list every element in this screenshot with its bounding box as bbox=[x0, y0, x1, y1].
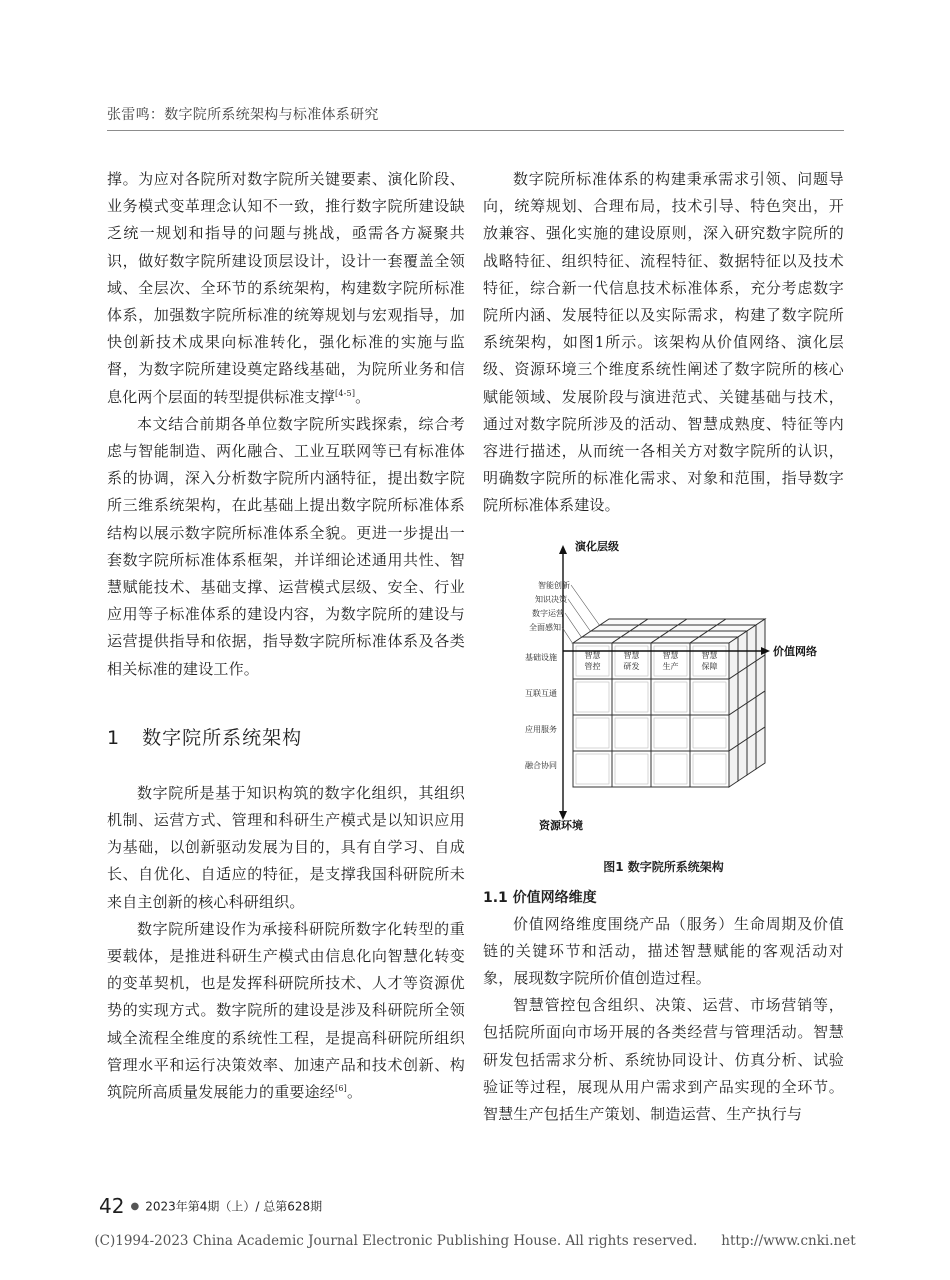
cube-front-face bbox=[612, 715, 651, 751]
cube-front-face bbox=[690, 751, 729, 787]
cube-side-face bbox=[729, 709, 738, 751]
cube-front-face bbox=[651, 751, 690, 787]
cube-front-face bbox=[651, 643, 690, 679]
copyright-line bbox=[0, 1233, 950, 1249]
resource-level-label: 基础设施 bbox=[525, 652, 557, 662]
running-head: 张雷鸣：数字院所系统架构与标准体系研究 bbox=[107, 104, 844, 131]
cube-diagram bbox=[483, 536, 844, 854]
cube-front-face bbox=[612, 643, 651, 679]
cube-front-face bbox=[612, 751, 651, 787]
cube-front-face bbox=[573, 643, 612, 679]
cube-front-face bbox=[690, 715, 729, 751]
cube-front-face bbox=[690, 679, 729, 715]
evolution-level-label: 数字运营 bbox=[532, 608, 564, 618]
copyright-text: (C)1994-2023 China Academic Journal Electronic Publishing House. All rights reserved. bbox=[94, 1233, 698, 1249]
cube-side-face bbox=[747, 661, 756, 703]
value-item-label: 智慧 bbox=[701, 650, 718, 660]
value-item-label: 保障 bbox=[701, 661, 718, 671]
evolution-level-label: 智能创新 bbox=[538, 580, 570, 590]
paragraph: 价值网络维度围绕产品（服务）生命周期及价值链的关键环节和活动，描述智慧赋能的客观活动对象，展现数字院所价值创造过程。 bbox=[483, 914, 844, 988]
cube-side-face bbox=[729, 637, 738, 679]
page-footer bbox=[99, 1194, 322, 1218]
resource-level-label: 融合协同 bbox=[525, 760, 557, 770]
citation: [4-5] bbox=[335, 388, 356, 398]
left-column bbox=[107, 166, 465, 1106]
cube-front-face bbox=[651, 679, 690, 715]
right-column bbox=[483, 166, 844, 1128]
evolution-level-label: 全面感知 bbox=[529, 622, 561, 632]
evolution-level-leader bbox=[568, 599, 591, 632]
cube-side-face bbox=[738, 703, 747, 745]
axis-title-resource: 资源环境 bbox=[539, 818, 583, 832]
resource-level-label: 应用服务 bbox=[525, 724, 557, 734]
section-heading bbox=[107, 723, 465, 750]
cube-side-face bbox=[756, 727, 765, 769]
subsection-heading: 1.1 价值网络维度 bbox=[483, 889, 597, 906]
cube-side-face bbox=[756, 655, 765, 697]
cube-side-face bbox=[738, 667, 747, 709]
cube-side-face bbox=[756, 691, 765, 733]
paragraph: 本文结合前期各单位数字院所实践探索，综合考虑与智能制造、两化融合、工业互联网等已有标准体系的协调，深入分析数字院所内涵特征，提出数字院所三维系统架构，在此基础上提出数字院所标准体系结构以展示数字院所标准体系全貌。更进一步提出一套数字院所标准体系框架，并详细论述通用共性、智慧赋能技术、基础支撑、运营模式层级、安全、行业应用等子标准体系的建设内容，为数字院所的建设与运营提供指导和依据，指导数字院所标准体系及各类相关标准的建设工作。 bbox=[107, 414, 465, 678]
punctuation: 。 bbox=[346, 1083, 363, 1102]
evolution-level-label: 知识决策 bbox=[535, 594, 567, 604]
value-item-label: 管控 bbox=[584, 661, 601, 671]
cube-side-face bbox=[747, 733, 756, 775]
axis-title-evolution: 演化层级 bbox=[575, 539, 619, 553]
cube-front-face bbox=[573, 715, 612, 751]
punctuation: 。 bbox=[355, 387, 371, 406]
cube-side-face bbox=[747, 625, 756, 667]
cube-side-face bbox=[729, 673, 738, 715]
paragraph-text: 撑。为应对各院所对数字院所关键要素、演化阶段、业务模式变革理念认知不一致，推行数字院所建设缺乏统一规划和指导的问题与挑战，亟需各方凝聚共识，做好数字院所建设顶层设计，设计一套覆盖全领域、全层次、全环节的系统架构，构建数字院所标准体系，加强数字院所标准的统筹规划与宏观指导，加快创新技术成果向标准转化，强化标准的实施与监督，为数字院所建设奠定路线基础，为院所业务和信息化两个层面的转型提供标准支撑 bbox=[107, 170, 465, 406]
paragraph: 智慧管控包含组织、决策、运营、市场营销等，包括院所面向市场开展的各类经营与管理活动。智慧研发包括需求分析、系统协同设计、仿真分析、试验验证等过程，展现从用户需求到产品实现的全环节。智慧生产包括生产策划、制造运营、生产执行与 bbox=[483, 996, 844, 1124]
paragraph bbox=[107, 166, 465, 411]
cube-side-face bbox=[729, 745, 738, 787]
bullet-icon: ● bbox=[130, 1200, 140, 1212]
cube-side-face bbox=[738, 739, 747, 781]
cube-front-face bbox=[690, 643, 729, 679]
cube-side-face bbox=[738, 631, 747, 673]
cnki-url: http://www.cnki.net bbox=[721, 1233, 856, 1249]
value-item-label: 智慧 bbox=[584, 650, 601, 660]
page-number: 42 bbox=[99, 1194, 125, 1218]
figure-system-architecture bbox=[483, 536, 844, 854]
paragraph bbox=[107, 916, 465, 1106]
value-item-label: 智慧 bbox=[662, 650, 679, 660]
section-number: 1 bbox=[107, 726, 121, 749]
cube-front-face bbox=[573, 751, 612, 787]
cube-front-face bbox=[573, 679, 612, 715]
cube-side-face bbox=[756, 619, 765, 661]
resource-level-label: 互联互通 bbox=[525, 688, 557, 698]
evolution-level-leader bbox=[571, 585, 600, 626]
value-item-label: 智慧 bbox=[623, 650, 640, 660]
paragraph: 数字院所标准体系的构建秉承需求引领、问题导向，统筹规划、合理布局，技术引导、特色突出，开放兼容、强化实施的建设原则，深入研究数字院所的战略特征、组织特征、流程特征、数据特征以及技术特征，综合新一代信息技术标准体系，充分考虑数字院所内涵、发展特征以及实际需求，构建了数字院所系统架构，如图1所示。该架构从价值网络、演化层级、资源环境三个维度系统性阐述了数字院所的核心赋能领域、发展阶段与演进范式、关键基础与技术，通过对数字院所涉及的活动、智慧成熟度、特征等内容进行描述，从而统一各相关方对数字院所的认识，明确数字院所的标准化需求、对象和范围，指导数字院所标准体系建设。 bbox=[483, 170, 844, 515]
cube-side-face bbox=[747, 697, 756, 739]
issue-info: 2023年第4期（上）/ 总第628期 bbox=[145, 1199, 323, 1214]
value-item-label: 研发 bbox=[623, 661, 640, 671]
axis-title-value: 价值网络 bbox=[773, 644, 817, 658]
section-title: 数字院所系统架构 bbox=[142, 726, 303, 749]
cube-front-face bbox=[612, 679, 651, 715]
evolution-level-leader bbox=[565, 613, 582, 638]
arrow-up-icon bbox=[559, 545, 567, 554]
cube-front-face bbox=[651, 715, 690, 751]
figure-caption: 图1 数字院所系统架构 bbox=[603, 859, 724, 874]
paragraph: 数字院所是基于知识构筑的数字化组织，其组织机制、运营方式、管理和科研生产模式是以知识应用为基础，以创新驱动发展为目的，具有自学习、自成长、自优化、自适应的特征，是支撑我国科研院所未来自主创新的核心科研组织。 bbox=[107, 783, 465, 911]
paragraph-text: 数字院所建设作为承接科研院所数字化转型的重要载体，是推进科研生产模式由信息化向智慧化转变的变革契机，也是发挥科研院所技术、人才等资源优势的实现方式。数字院所的建设是涉及科研院所全领域全流程全维度的系统性工程，是提高科研院所组织管理水平和运行决策效率、加速产品和技术创新、构筑院所高质量发展能力的重要途经 bbox=[107, 919, 465, 1102]
value-item-label: 生产 bbox=[662, 661, 679, 671]
citation: [6] bbox=[335, 1084, 347, 1094]
